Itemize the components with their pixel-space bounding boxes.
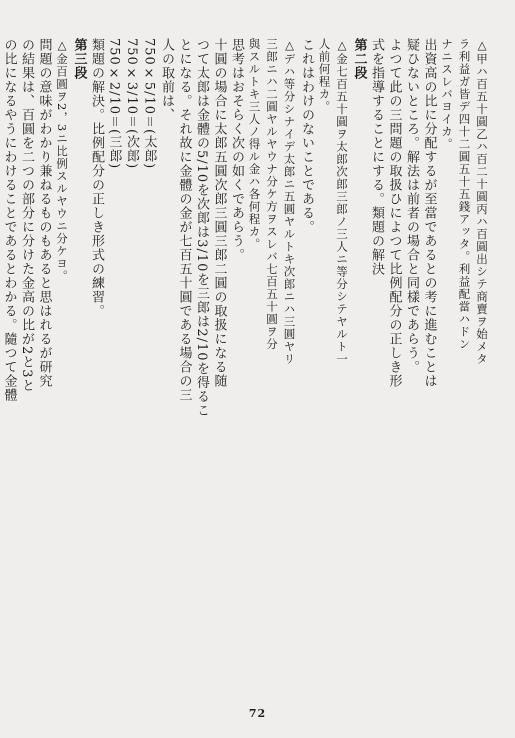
text-column: △金七百五十圓ヲ太郎次郎三郎ノ三人ニ等分シテヤルト一 <box>335 38 349 366</box>
section-heading: 第二段 <box>351 38 367 80</box>
text-column: 疑ひないところ。解法は前者の場合と同樣であらう。 <box>404 38 419 374</box>
section-heading: 第三段 <box>71 38 87 80</box>
text-column: 750×3/10＝(次郎) <box>124 38 139 170</box>
page-number: 72 <box>248 707 267 720</box>
text-column: △金百圓ヲ2，3ニ比例スルヤウニ分ケヨ。 <box>55 38 69 283</box>
text-column: 問題の意味がわかり兼ねるものもあると思はれるが研究 <box>36 38 52 388</box>
text-column: の比になるやうにわけることであるとわかる。隨つて金體 <box>1 38 17 402</box>
text-column: 思考はおそらく次の如くであらう。 <box>229 38 244 262</box>
text-column: △デハ等分シナイデ太郎ニ五圓ヤルトキ次郎ニハ三圓ヤリ <box>282 38 297 366</box>
text-column: 十圓の場合に太郎五圓次郎三圓三郎二圓の取扱になる随 <box>211 38 227 388</box>
text-column: の結果は、百圓を二つの部分に分けた金高の比が2と3と <box>19 38 34 393</box>
text-column: 人の取前は、 <box>159 38 174 122</box>
text-column: 人前何程カ。 <box>317 38 332 113</box>
text-column: ラ利益ガ皆デ四十二圓五十五錢アッタ。利益配當ハドン <box>457 38 472 351</box>
text-column: これはわけのないことである。 <box>299 38 314 234</box>
text-column: △甲ハ百五十圓乙ハ百二十圓丙ハ百圓出シテ商賣ヲ始メタ <box>475 38 489 366</box>
text-column: 式を指導することにする。類題の解決 <box>369 38 384 276</box>
text-column: 類題の解決。比例配分の正しき形式の練習。 <box>89 38 104 318</box>
text-column: とになる。それ故に金體の金が七百五十圓である場合の三 <box>176 38 192 402</box>
text-column: ナニスレバヨイカ。 <box>440 38 454 151</box>
vertical-text-body <box>1 38 490 688</box>
text-column: 750×2/10＝(三郎) <box>106 38 122 170</box>
text-column: 750×5/10＝(太郎) <box>141 38 157 170</box>
text-column: 三郎ニハ二圓ヤルヤウナ分ケ方ヲスレバ七百五十圓ヲ分 <box>265 38 279 351</box>
text-column: よつて此の三問題の取扱ひによつて比例配分の正しき形 <box>386 38 402 388</box>
text-column: 出資高の比に分配するが至當であるとの考に進むことは <box>421 38 437 388</box>
text-column: 與スルトキ三人ノ得ル金ハ各何程カ。 <box>247 38 262 251</box>
text-column: つて太郎は金體の5/10を次郎は3/10を三郎は2/10を得るこ <box>194 38 209 418</box>
